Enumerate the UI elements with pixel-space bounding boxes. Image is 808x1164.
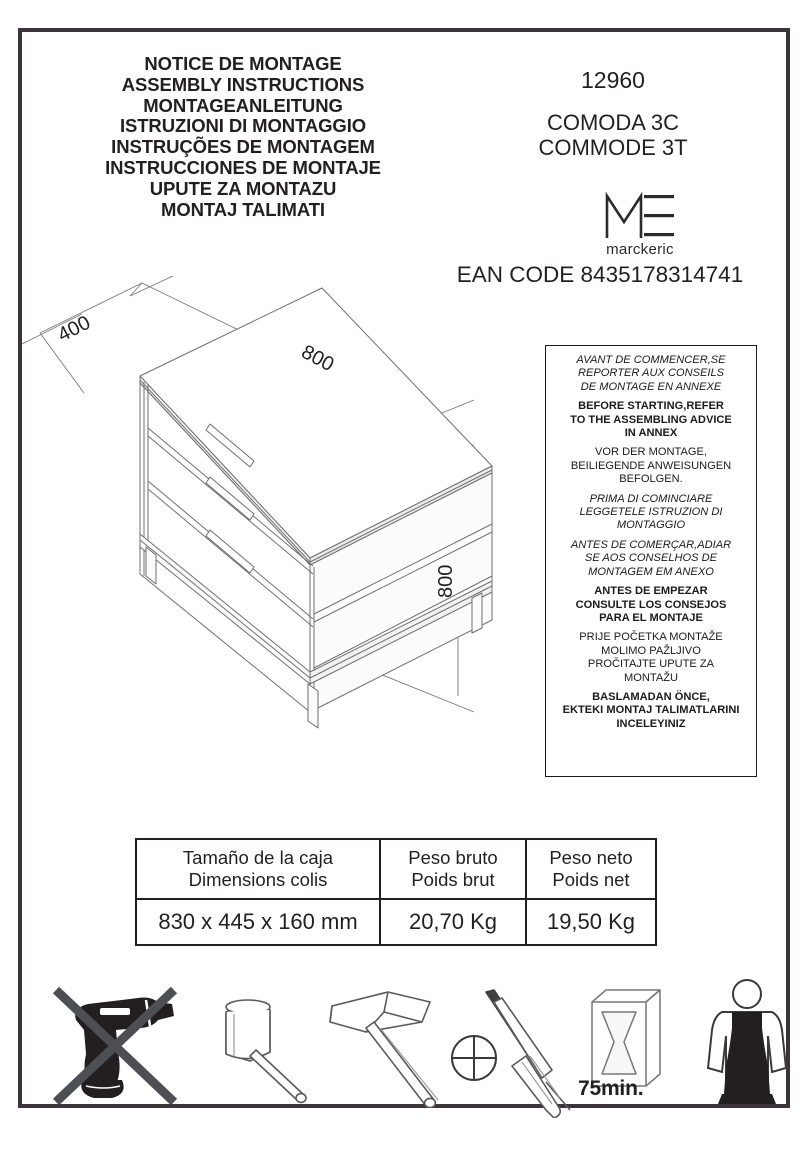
- advice-paragraph-fr: AVANT DE COMMENCER,SE REPORTER AUX CONSEILS DE MONTAGE EN ANNEXE: [576, 354, 726, 393]
- advice-paragraph-en: BEFORE STARTING,REFER TO THE ASSEMBLING ADVICE IN ANNEX: [570, 400, 732, 440]
- rubber-mallet-icon: [212, 994, 322, 1104]
- header-gross-weight: Peso bruto Poids brut: [380, 839, 526, 899]
- me-monogram-icon: [594, 192, 686, 240]
- advice-paragraph-it: PRIMA DI COMINCIARE LEGGETELE ISTRUZION DI MONTAGGIO: [579, 492, 723, 532]
- product-name-fr: COMMODE 3T: [538, 135, 688, 160]
- table-value-row: [136, 899, 656, 945]
- product-drawing: [22, 276, 522, 736]
- title-line-fr: NOTICE DE MONTAGE: [144, 53, 342, 74]
- header-net-weight: Peso neto Poids net: [526, 839, 656, 899]
- advice-paragraph-pt: ANTES DE COMERÇAR,ADIAR SE AOS CONSELHOS DE MONTAGEM EM ANEXO: [570, 538, 732, 578]
- value-net-weight: 19,50 Kg: [526, 899, 656, 945]
- title-line-en: ASSEMBLY INSTRUCTIONS: [121, 73, 365, 95]
- advice-paragraph-tr: BASLAMADAN ÖNCE, EKTEKI MONTAJ TALIMATLARINI INCELEYINIZ: [562, 690, 740, 730]
- assembly-advice-box: [545, 345, 757, 777]
- title-line-hr: UPUTE ZA MONTAZU: [149, 177, 337, 199]
- advice-paragraph-de: VOR DER MONTAGE, BEILIEGENDE ANWEISUNGEN BEFOLGEN.: [570, 446, 732, 486]
- dim-depth-label: 400: [54, 311, 95, 347]
- phillips-head-symbol-icon: [452, 1036, 496, 1080]
- phillips-screwdriver-icon: [442, 978, 582, 1118]
- hammer-icon: [322, 988, 452, 1108]
- ean-code: EAN CODE 8435178314741: [456, 262, 744, 287]
- dresser-isometric-svg: [22, 276, 522, 736]
- brand-name: marckeric: [606, 241, 674, 258]
- advice-paragraph-hr: PRIJE POČETKA MONTAŽE MOLIMO PAŽLJIVO PROČITAJTE UPUTE ZA MONTAŽU: [579, 631, 723, 684]
- advice-paragraph-es: ANTES DE EMPEZAR CONSULTE LOS CONSEJOS PARA EL MONTAJE: [575, 585, 727, 624]
- title-line-it: ISTRUZIONI DI MONTAGGIO: [119, 115, 367, 137]
- dim-width-label: 800: [297, 340, 338, 377]
- tool-icon-strip: [42, 968, 762, 1118]
- header-box-size: Tamaño de la caja Dimensions colis: [136, 839, 380, 899]
- table-header-row: [136, 839, 656, 899]
- one-person-icon: [692, 976, 802, 1106]
- reference-number: 12960: [581, 67, 645, 93]
- title-block: [58, 54, 428, 220]
- title-line-pt: INSTRUÇÕES DE MONTAGEM: [111, 136, 375, 158]
- assembly-time-label: 75min.: [578, 1077, 644, 1100]
- dim-height-label: 800: [435, 564, 457, 598]
- product-name-es: COMODA 3C: [546, 110, 680, 135]
- product-reference-block: [478, 66, 748, 160]
- brand-logo: [575, 192, 705, 258]
- power-drill-prohibited-icon: [42, 968, 182, 1108]
- title-line-de: MONTAGEANLEITUNG: [143, 94, 343, 116]
- value-box-size: 830 x 445 x 160 mm: [136, 899, 380, 945]
- title-line-es: INSTRUCCIONES DE MONTAJE: [105, 156, 381, 178]
- title-line-tr: MONTAJ TALIMATI: [161, 198, 325, 220]
- package-specs-table: [135, 838, 657, 946]
- value-gross-weight: 20,70 Kg: [380, 899, 526, 945]
